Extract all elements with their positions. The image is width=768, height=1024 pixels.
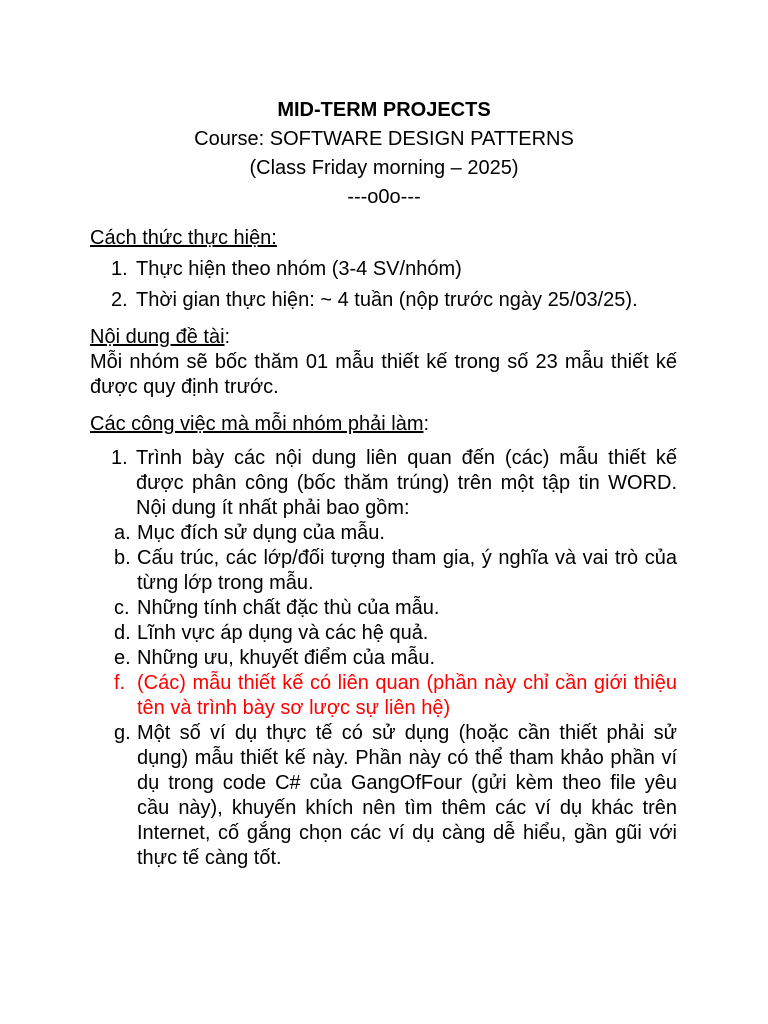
sub-list (91, 521, 677, 871)
sub-list-marker: f. (114, 672, 126, 694)
topic-heading-colon: : (224, 326, 231, 348)
sub-list-marker: g. (114, 722, 131, 744)
method-heading (90, 226, 677, 251)
sub-list-item (91, 521, 677, 546)
sub-list-item (91, 621, 677, 646)
tasks-heading-text: Các công việc mà mỗi nhóm phải làm (90, 413, 424, 435)
separator: ---o0o--- (347, 186, 421, 208)
sub-list-item-text: Những tính chất đặc thù của mẫu. (137, 597, 440, 619)
sub-list-marker: e. (114, 647, 131, 669)
list-item (90, 257, 677, 282)
tasks-list (90, 446, 677, 871)
topic-paragraph: Mỗi nhóm sẽ bốc thăm 01 mẫu thiết kế trong số 23 mẫu thiết kế được quy định trước. (90, 351, 677, 398)
method-list (90, 257, 677, 313)
sub-list-marker: d. (114, 622, 131, 644)
list-marker: 2. (111, 289, 128, 311)
list-item (90, 446, 677, 871)
sub-list-item-text: Lĩnh vực áp dụng và các hệ quả. (137, 622, 429, 644)
course-name: Course: SOFTWARE DESIGN PATTERNS (194, 128, 574, 150)
list-marker: 1. (111, 258, 128, 280)
class-info: (Class Friday morning – 2025) (249, 157, 519, 179)
sub-list-item-text: Một số ví dụ thực tế có sử dụng (hoặc cần thiết phải sử dụng) mẫu thiết kế này. Phần này có thể tham khảo phần ví dụ trong code C# của GangOfFour (gửi kèm theo file yêu cầu này), khuyến khích nên tìm thêm các ví dụ khác trên Internet, cố gắng chọn các ví dụ càng dễ hiểu, gần gũi với thực tế càng tốt. (137, 722, 677, 869)
tasks-heading-colon: : (423, 413, 430, 435)
sub-list-item-text: Cấu trúc, các lớp/đối tượng tham gia, ý nghĩa và vai trò của từng lớp trong mẫu. (137, 547, 677, 594)
sub-list-item-text: Những ưu, khuyết điểm của mẫu. (137, 647, 436, 669)
sub-list-item-highlighted (91, 671, 677, 721)
sub-list-item-text: (Các) mẫu thiết kế có liên quan (phần này chỉ cần giới thiệu tên và trình bày sơ lược sự liên hệ) (137, 672, 677, 719)
sub-list-item (91, 721, 677, 871)
document-body (90, 226, 677, 871)
topic-heading-text: Nội dung đề tài (90, 326, 225, 348)
topic-heading (90, 325, 677, 350)
list-marker: 1. (111, 447, 128, 469)
sub-list-item (91, 596, 677, 621)
sub-list-marker: b. (114, 547, 131, 569)
sub-list-item-text: Mục đích sử dụng của mẫu. (137, 522, 385, 544)
sub-list-item (91, 546, 677, 596)
method-heading-text: Cách thức thực hiện: (90, 227, 277, 249)
sub-list-item (91, 646, 677, 671)
document-title: MID-TERM PROJECTS (277, 99, 491, 121)
tasks-heading (90, 412, 677, 437)
list-item-text: Thực hiện theo nhóm (3-4 SV/nhóm) (136, 258, 462, 280)
list-item (90, 288, 677, 313)
list-item-text: Trình bày các nội dung liên quan đến (các) mẫu thiết kế được phân công (bốc thăm trúng) trên một tập tin WORD. Nội dung ít nhất phải bao gồm: (136, 447, 677, 519)
list-item-text: Thời gian thực hiện: ~ 4 tuần (nộp trước ngày 25/03/25). (136, 289, 638, 311)
document-header (0, 96, 768, 212)
sub-list-marker: a. (114, 522, 131, 544)
sub-list-marker: c. (114, 597, 130, 619)
